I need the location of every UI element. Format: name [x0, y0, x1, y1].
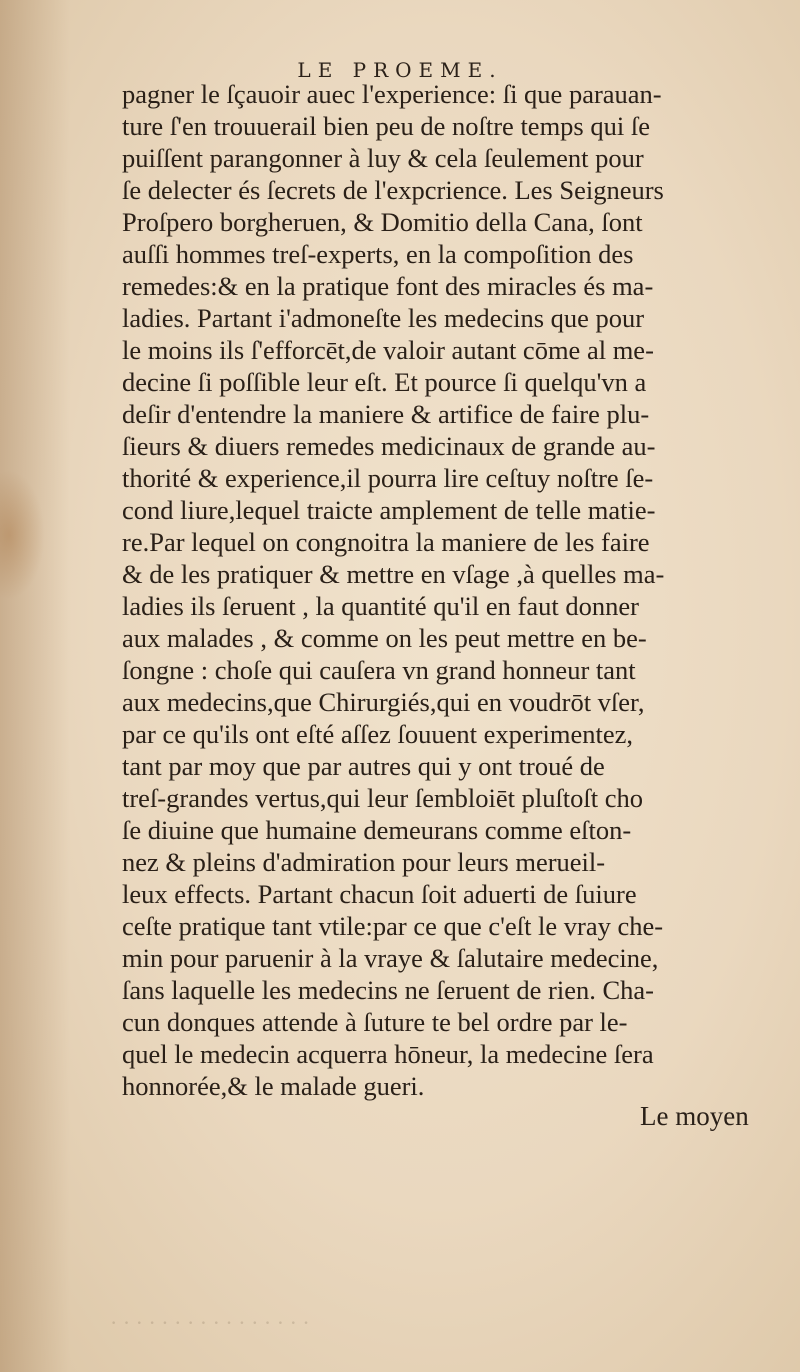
text-line: ſongne : choſe qui cauſera vn grand honneur tant: [122, 655, 636, 685]
text-line: le moins ils ſ'efforcēt,de valoir autant cōme al me-: [122, 335, 654, 365]
text-line: ſieurs & diuers remedes medicinaux de grande au-: [122, 431, 656, 461]
text-line: Proſpero borgheruen, & Domitio della Cana, ſont: [122, 207, 643, 237]
text-line: nez & pleins d'admiration pour leurs merueil-: [122, 847, 606, 877]
paper-stain: [0, 470, 45, 600]
text-line: deſir d'entendre la maniere & artifice de faire plu-: [122, 399, 650, 429]
gutter-shadow: [0, 0, 70, 1372]
text-line: min pour paruenir à la vraye & ſalutaire medecine,: [122, 943, 659, 973]
text-line: remedes:& en la pratique font des miracles és ma-: [122, 271, 654, 301]
text-line: treſ-grandes vertus,qui leur ſembloiēt pluſtoſt cho: [122, 783, 644, 813]
text-line: leux effects. Partant chacun ſoit aduerti de ſuiure: [122, 879, 637, 909]
text-line: honnorée,& le malade gueri.: [122, 1071, 425, 1101]
text-line: quel le medecin acquerra hōneur, la medecine ſera: [122, 1039, 654, 1069]
text-line: aux medecins,que Chirurgiés,qui en voudrōt vſer,: [122, 687, 645, 717]
text-line: thorité & experience,il pourra lire ceſtuy noſtre ſe-: [122, 463, 654, 493]
text-line: puiſſent parangonner à luy & cela ſeulement pour: [122, 143, 644, 173]
catchword: Le moyen: [640, 1101, 749, 1131]
text-line: ceſte pratique tant vtile:par ce que c'eſt le vray che-: [122, 911, 664, 941]
text-line: ſe diuine que humaine demeurans comme eſton-: [122, 815, 632, 845]
text-line: par ce qu'ils ont eſté aſſez ſouuent experimentez,: [122, 719, 634, 749]
text-line: decine ſi poſſible leur eſt. Et pource ſi quelqu'vn a: [122, 367, 647, 397]
text-line: ladies ils ſeruent , la quantité qu'il en faut donner: [122, 591, 639, 621]
text-line: pagner le ſçauoir auec l'experience: ſi que parauan-: [122, 79, 662, 109]
text-line: re.Par lequel on congnoitra la maniere de les faire: [122, 527, 650, 557]
text-line: tant par moy que par autres qui y ont troué de: [122, 751, 605, 781]
show-through-text: · · · · · · · · · · · · · · · ·: [110, 1310, 310, 1335]
text-line: ture ſ'en trouuerail bien peu de noſtre temps qui ſe: [122, 111, 650, 141]
text-line: ſans laquelle les medecins ne ſeruent de rien. Cha-: [122, 975, 655, 1005]
text-line: & de les pratiquer & mettre en vſage ,à quelles ma-: [122, 559, 665, 589]
running-head: LE PROEME.: [297, 58, 503, 82]
text-line: auſſi hommes treſ-experts, en la compoſition des: [122, 239, 634, 269]
text-line: aux malades , & comme on les peut mettre en be-: [122, 623, 647, 653]
text-line: ſe delecter és ſecrets de l'expcrience. Les Seigneurs: [122, 175, 664, 205]
text-line: cond liure,lequel traicte amplement de telle matie-: [122, 495, 656, 525]
body-text: [122, 76, 794, 1100]
text-line: ladies. Partant i'admoneſte les medecins que pour: [122, 303, 645, 333]
text-line: cun donques attende à ſuture te bel ordre par le-: [122, 1007, 628, 1037]
